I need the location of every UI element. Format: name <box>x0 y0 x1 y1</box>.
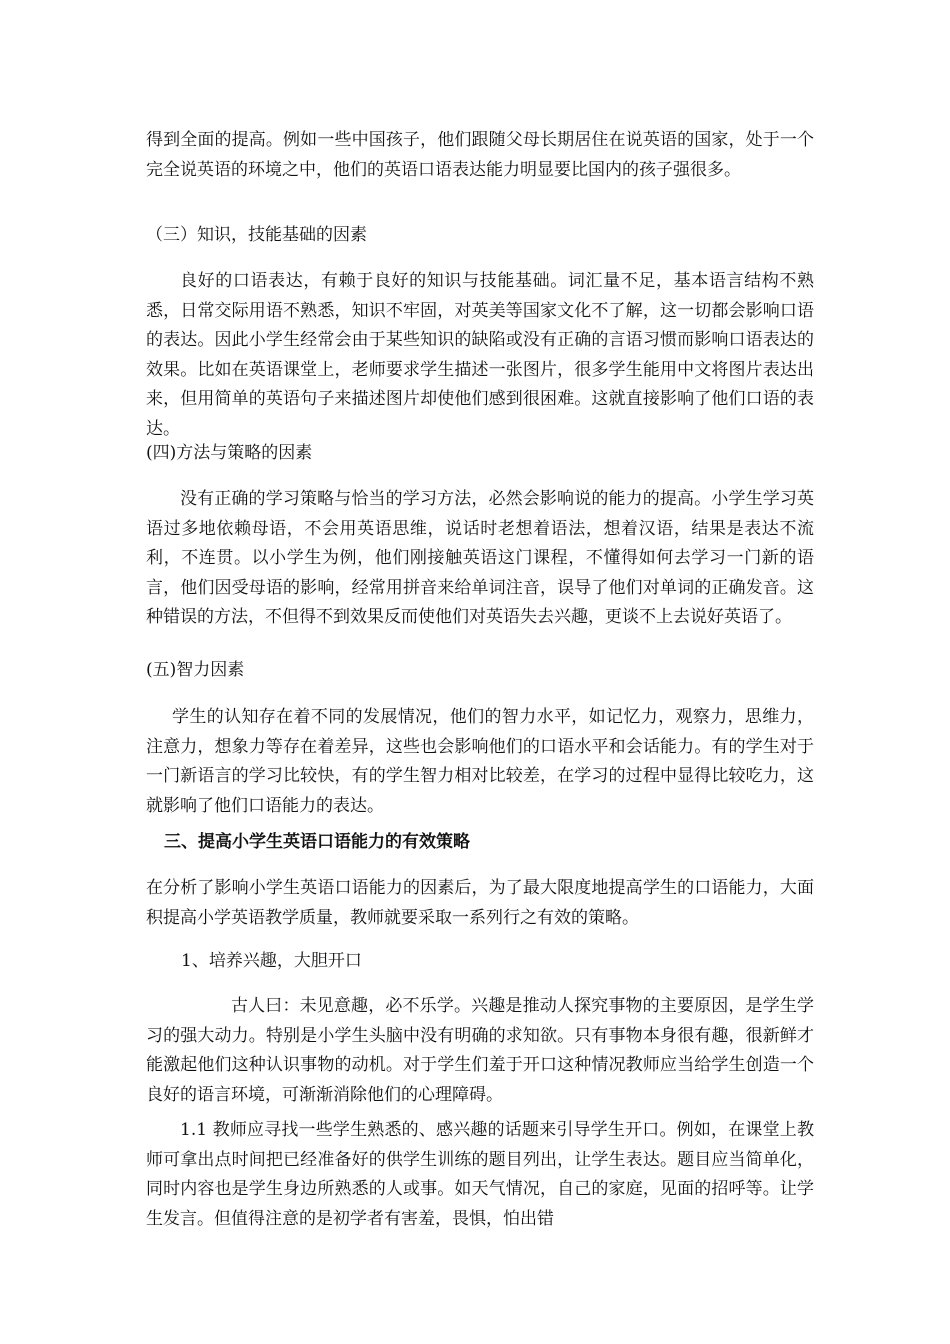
paragraph-interest: 古人曰：未见意趣，必不乐学。兴趣是推动人探究事物的主要原因，是学生学习的强大动力。特别是小学生头脑中没有明确的求知欲。只有事物本身很有趣，很新鲜才能激起他们这种认识事物的动机。对于学生们羞于开口这种情况教师应当给学生创造一个良好的语言环境，可渐渐消除他们的心理障碍。 <box>146 996 814 1105</box>
paragraph-methods-strategies: 没有正确的学习策略与恰当的学习方法，必然会影响说的能力的提高。小学生学习英语过多地依赖母语，不会用英语思维，说话时老想着语法，想着汉语，结果是表达不流利，不连贯。以小学生为例，他们刚接触英语这门课程，不懂得如何去学习一门新的语言，他们因受母语的影响，经常用拼音来给单词注音，误导了他们对单词的正确发音。这种错误的方法，不但得不到效果反而使他们对英语失去兴趣，更谈不上去说好英语了。 <box>146 489 814 627</box>
heading-intelligence: (五)智力因素 <box>146 660 245 680</box>
paragraph-strategies-intro: 在分析了影响小学生英语口语能力的因素后，为了最大限度地提高学生的口语能力，大面积提高小学英语教学质量，教师就要采取一系列行之有效的策略。 <box>146 878 814 928</box>
paragraph-knowledge-skills: 良好的口语表达，有赖于良好的知识与技能基础。词汇量不足，基本语言结构不熟悉，日常交际用语不熟悉，知识不牢固，对英美等国家文化不了解，这一切都会影响口语的表达。因此小学生经常会由于某些知识的缺陷或没有正确的言语习惯而影响口语表达的效果。比如在英语课堂上，老师要求学生描述一张图片，很多学生能用中文将图片表达出来，但用简单的英语句子来描述图片却使他们感到很困难。这就直接影响了他们口语的表达。 <box>146 271 814 439</box>
heading-methods-strategies: (四)方法与策略的因素 <box>146 443 313 463</box>
heading-knowledge-skills: （三）知识，技能基础的因素 <box>146 225 367 245</box>
paragraph-intro-continuation: 得到全面的提高。例如一些中国孩子，他们跟随父母长期居住在说英语的国家，处于一个完全说英语的环境之中，他们的英语口语表达能力明显要比国内的孩子强很多。 <box>146 130 814 180</box>
paragraph-topic-guidance: 1.1 教师应寻找一些学生熟悉的、感兴趣的话题来引导学生开口。例如，在课堂上教师可拿出点时间把已经准备好的供学生训练的题目列出，让学生表达。题目应当简单化，同时内容也是学生身边所熟悉的人或事。如天气情况，自己的家庭，见面的招呼等。让学生发言。但值得注意的是初学者有害羞，畏惧，怕出错 <box>146 1120 814 1229</box>
section-heading-strategies: 三、提高小学生英语口语能力的有效策略 <box>164 832 470 852</box>
subheading-interest: 1、培养兴趣，大胆开口 <box>181 951 362 971</box>
paragraph-intelligence: 学生的认知存在着不同的发展情况，他们的智力水平，如记忆力，观察力，思维力，注意力，想象力等存在着差异，这些也会影响他们的口语水平和会话能力。有的学生对于一门新语言的学习比较快，有的学生智力相对比较差，在学习的过程中显得比较吃力，这就影响了他们口语能力的表达。 <box>146 707 814 816</box>
